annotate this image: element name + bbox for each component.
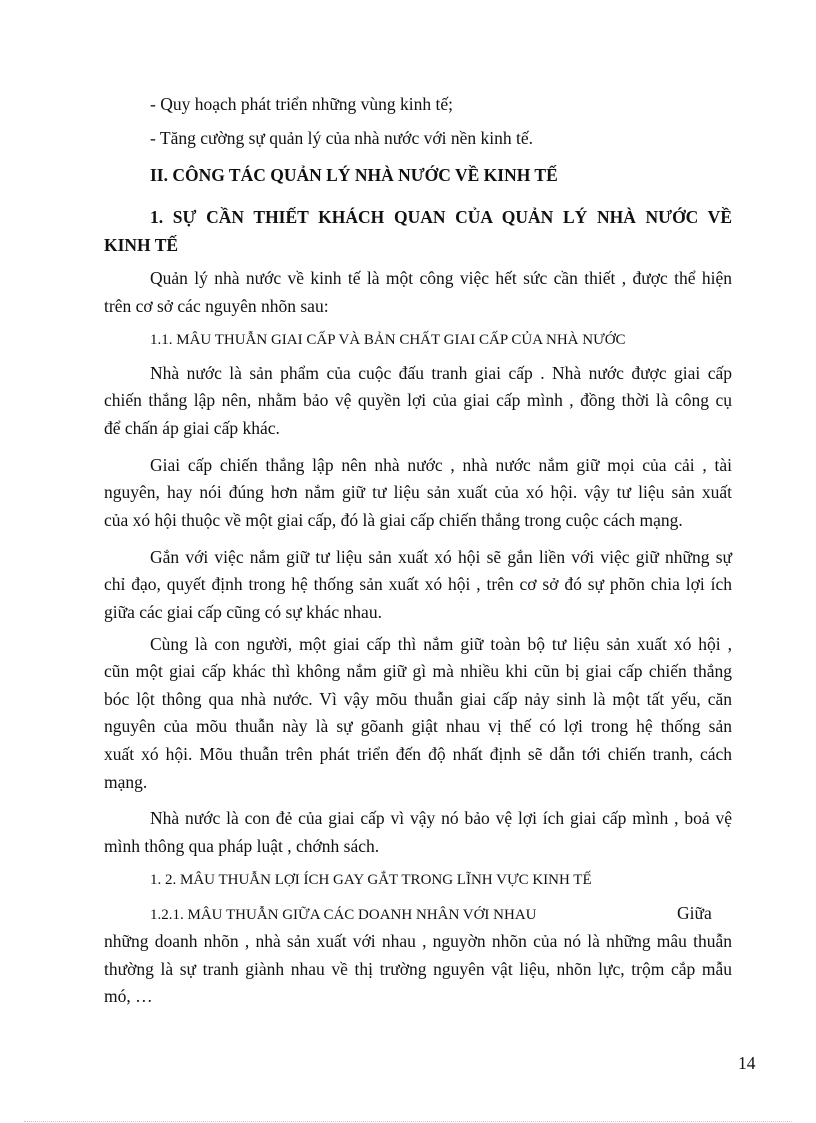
page-number: 14 — [738, 1053, 756, 1073]
paragraph-7-line-2: những doanh nhõn , nhà sản xuất với nhau , nguyờn nhõn của nó là những mâu thuẫn — [104, 931, 732, 951]
subsection-heading-1-1: 1.1. MÂU THUẪN GIAI CẤP VÀ BẢN CHẤT GIAI CẤP CỦA NHÀ NƯỚC — [150, 332, 626, 348]
paragraph-5-line-3: bóc lột thông qua nhà nước. Vì vậy mõu thuẫn giai cấp nảy sinh là một tất yếu, căn — [104, 689, 732, 709]
paragraph-3-line-1: Giai cấp chiến thắng lập nên nhà nước , nhà nước nắm giữ mọi của cải , tài — [150, 455, 732, 475]
subsection-heading-1-2: 1. 2. MÂU THUẪN LỢI ÍCH GAY GẮT TRONG LĨNH VỰC KINH TẾ — [150, 872, 592, 888]
paragraph-5-line-2: cũn một giai cấp khác thì không nắm giữ gì mà nhiều khi cũn bị giai cấp chiến thắng — [104, 661, 732, 681]
paragraph-7-start-word: Giữa — [677, 903, 712, 923]
paragraph-7-line-4: mó, … — [104, 986, 153, 1006]
footer-dotted-rule — [24, 1121, 792, 1122]
paragraph-6-line-1: Nhà nước là con đẻ của giai cấp vì vậy nó bảo vệ lợi ích giai cấp mình , boả vệ — [150, 808, 732, 828]
bullet-line-2: - Tăng cường sự quản lý của nhà nước với nền kinh tế. — [150, 128, 533, 148]
paragraph-5-line-6: mạng. — [104, 772, 148, 792]
paragraph-2-line-2: chiến thắng lập nên, nhằm bảo vệ quyền lợi của giai cấp mình , đồng thời là công cụ — [104, 390, 732, 410]
paragraph-7-line-3: thường là sự tranh giành nhau về thị trường nguyên vật liệu, nhõn lực, trộm cắp mẫu — [104, 959, 732, 979]
paragraph-5-line-1: Cùng là con người, một giai cấp thì nắm giữ toàn bộ tư liệu sản xuất xó hội , — [150, 634, 732, 654]
section-heading-ii: II. CÔNG TÁC QUẢN LÝ NHÀ NƯỚC VỀ KINH TẾ — [150, 165, 558, 185]
paragraph-1-line-1: Quản lý nhà nước về kinh tế là một công việc hết sức cần thiết , được thể hiện — [150, 268, 732, 288]
subsection-heading-1-line-2: KINH TẾ — [104, 235, 179, 255]
paragraph-4-line-3: giữa các giai cấp cũng có sự khác nhau. — [104, 602, 382, 622]
paragraph-5-line-5: xuất xó hội. Mõu thuẫn trên phát triển đến độ nhất định sẽ dẫn tới chiến tranh, cách — [104, 744, 732, 764]
paragraph-4-line-2: chỉ đạo, quyết định trong hệ thống sản xuất xó hội , trên cơ sở đó sự phõn chia lợi ích — [104, 574, 732, 594]
paragraph-2-line-1: Nhà nước là sản phẩm của cuộc đấu tranh giai cấp . Nhà nước được giai cấp — [150, 363, 732, 383]
paragraph-3-line-2: nguyên, hay nói đúng hơn nắm giữ tư liệu sản xuất của xó hội. vậy tư liệu sản xuất — [104, 482, 732, 502]
subsection-heading-1-line-1: 1. SỰ CẦN THIẾT KHÁCH QUAN CỦA QUẢN LÝ NHÀ NƯỚC VỀ — [150, 207, 732, 227]
paragraph-2-line-3: để chấn áp giai cấp khác. — [104, 418, 280, 438]
subsection-heading-1-2-1: 1.2.1. MÂU THUẪN GIỮA CÁC DOANH NHÂN VỚI NHAU — [150, 907, 537, 923]
paragraph-5-line-4: nguyên của mõu thuẫn này là sự gõanh giật nhau vị thế có lợi trong hệ thống sản — [104, 716, 732, 736]
paragraph-4-line-1: Gắn với việc nắm giữ tư liệu sản xuất xó hội sẽ gắn liền với việc giữ những sự — [150, 547, 732, 567]
bullet-line-1: - Quy hoạch phát triển những vùng kinh tế; — [150, 94, 454, 114]
paragraph-6-line-2: mình thông qua pháp luật , chớnh sách. — [104, 836, 380, 856]
paragraph-3-line-3: của xó hội thuộc về một giai cấp, đó là giai cấp chiến thắng trong cuộc cách mạng. — [104, 510, 683, 530]
paragraph-1-line-2: trên cơ sở các nguyên nhõn sau: — [104, 296, 329, 316]
